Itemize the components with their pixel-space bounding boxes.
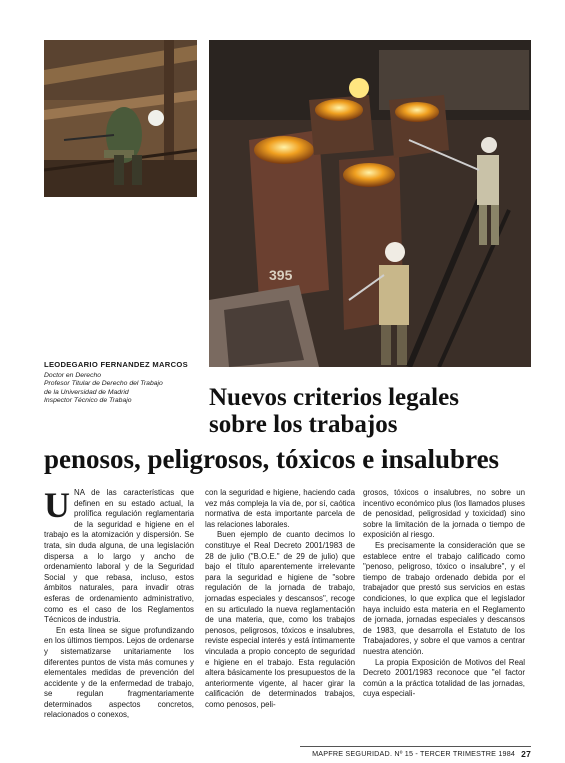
article-title-line-3: penosos, peligrosos, tóxicos e insalubres [44,444,500,474]
svg-text:395: 395 [269,267,293,283]
article-title-line-1: Nuevos criterios legales [209,384,459,411]
paragraph: Es precisamente la consideración que se establece entre el trabajo calificado como "penoso, peligroso, tóxico o insalubre", y el tiempo de trabajo ordenado debida por el trabajador que prestó sus servicios en estas condiciones, lo que explica que el legislador haya incluido esta materia en el Reglamento de jornada, jornadas especiales y descansos de 1983, que desarrolla el Estatuto de los Trabajadores, y sobre el que vamos a centrar nuestra atención. [363,540,525,656]
paragraph: con la seguridad e higiene, haciendo cada vez más compleja la vía de, por sí, caótica normativa de esta importante parcela de las relaciones laborales. [205,488,355,529]
paragraph: En esta línea se sigue profundizando en los últimos tiempos. Lejos de ordenarse y sistematizarse unitariamente los diferentes puntos de vista más comunes y elementales medidas de prevención del accidente y de la enfermedad de trabajo, se regulan fragmentariamente determinados aspectos concretos, relacionados o conexos, [44,625,195,720]
article-title-line-2: sobre los trabajos [209,411,398,438]
paragraph: La propia Exposición de Motivos del Real Decreto 2001/1983 reconoce que "el factor común a la práctica totalidad de las jornadas, cuya especiali- [363,657,525,699]
worker-scaffold-illustration [44,40,197,197]
author-credential: Inspector Técnico de Trabajo [44,397,132,405]
author-credential: Doctor en Derecho [44,372,102,379]
drop-cap: U [44,485,70,525]
body-column-2 [205,488,355,746]
paragraph-text: NA de las características que definen en su estado actual, la prolífica regulación reglamentaria de la seguridad e higiene en el trabajo es la atomización y dispersión. Se trata, sin duda alguna, de una legislación dispersa a lo largo y ancho de ordenamiento laboral y de la Seguridad Social y que rebasa, incluso, estos ámbitos naturales, para invadir otras esferas de ordenamiento administrativo, como es el caso de los Reglamentos Técnicos de industria. [44,488,194,625]
publication-info: MAPFRE SEGURIDAD. Nº 15 - TERCER TRIMESTRE 1984 [312,749,516,758]
page-footer [300,749,531,759]
author-credential: Profesor Titular de Derecho del Trabajo [44,380,163,388]
author-name: LEODEGARIO FERNANDEZ MARCOS [44,360,188,369]
paragraph: Buen ejemplo de cuanto decimos lo constituye el Real Decreto 2001/1983 de 28 de julio ("B.O.E." de 29 de julio) que bajo el título aparentemente irrelevante para la seguridad e higiene de "sobre regulación de la jornada de trabajo, jornadas especiales y descansos", recoge en su articulado la nueva reglamentación de una materia, que, como los trabajos penosos, peligrosos, tóxicos e insalubres, reviste especial interés y está íntimamente vinculada a propio concepto de seguridad e higiene en el trabajo. Esta regulación altera básicamente los presupuestos de la anteriormente vigente, al hacer girar la calificación de determinados trabajos, como penosos, peli- [205,530,355,709]
page-number: 27 [521,749,531,759]
photo-steel-pouring [209,40,531,367]
steel-ingot-molds-illustration [209,40,531,367]
paragraph: grosos, tóxicos o insalubres, no sobre un incentivo económico plus (los llamados pluses de penosidad, peligrosidad y toxicidad) sino sobre la limitación de la jornada o tiempo de exposición al riesgo. [363,488,525,540]
photo-worker-scaffold [44,40,197,197]
footer-rule [300,746,531,747]
author-block [44,360,209,406]
body-column-1 [44,485,195,753]
paragraph [44,485,194,626]
author-credential: de la Universidad de Madrid [44,388,129,396]
body-column-3 [363,488,525,746]
